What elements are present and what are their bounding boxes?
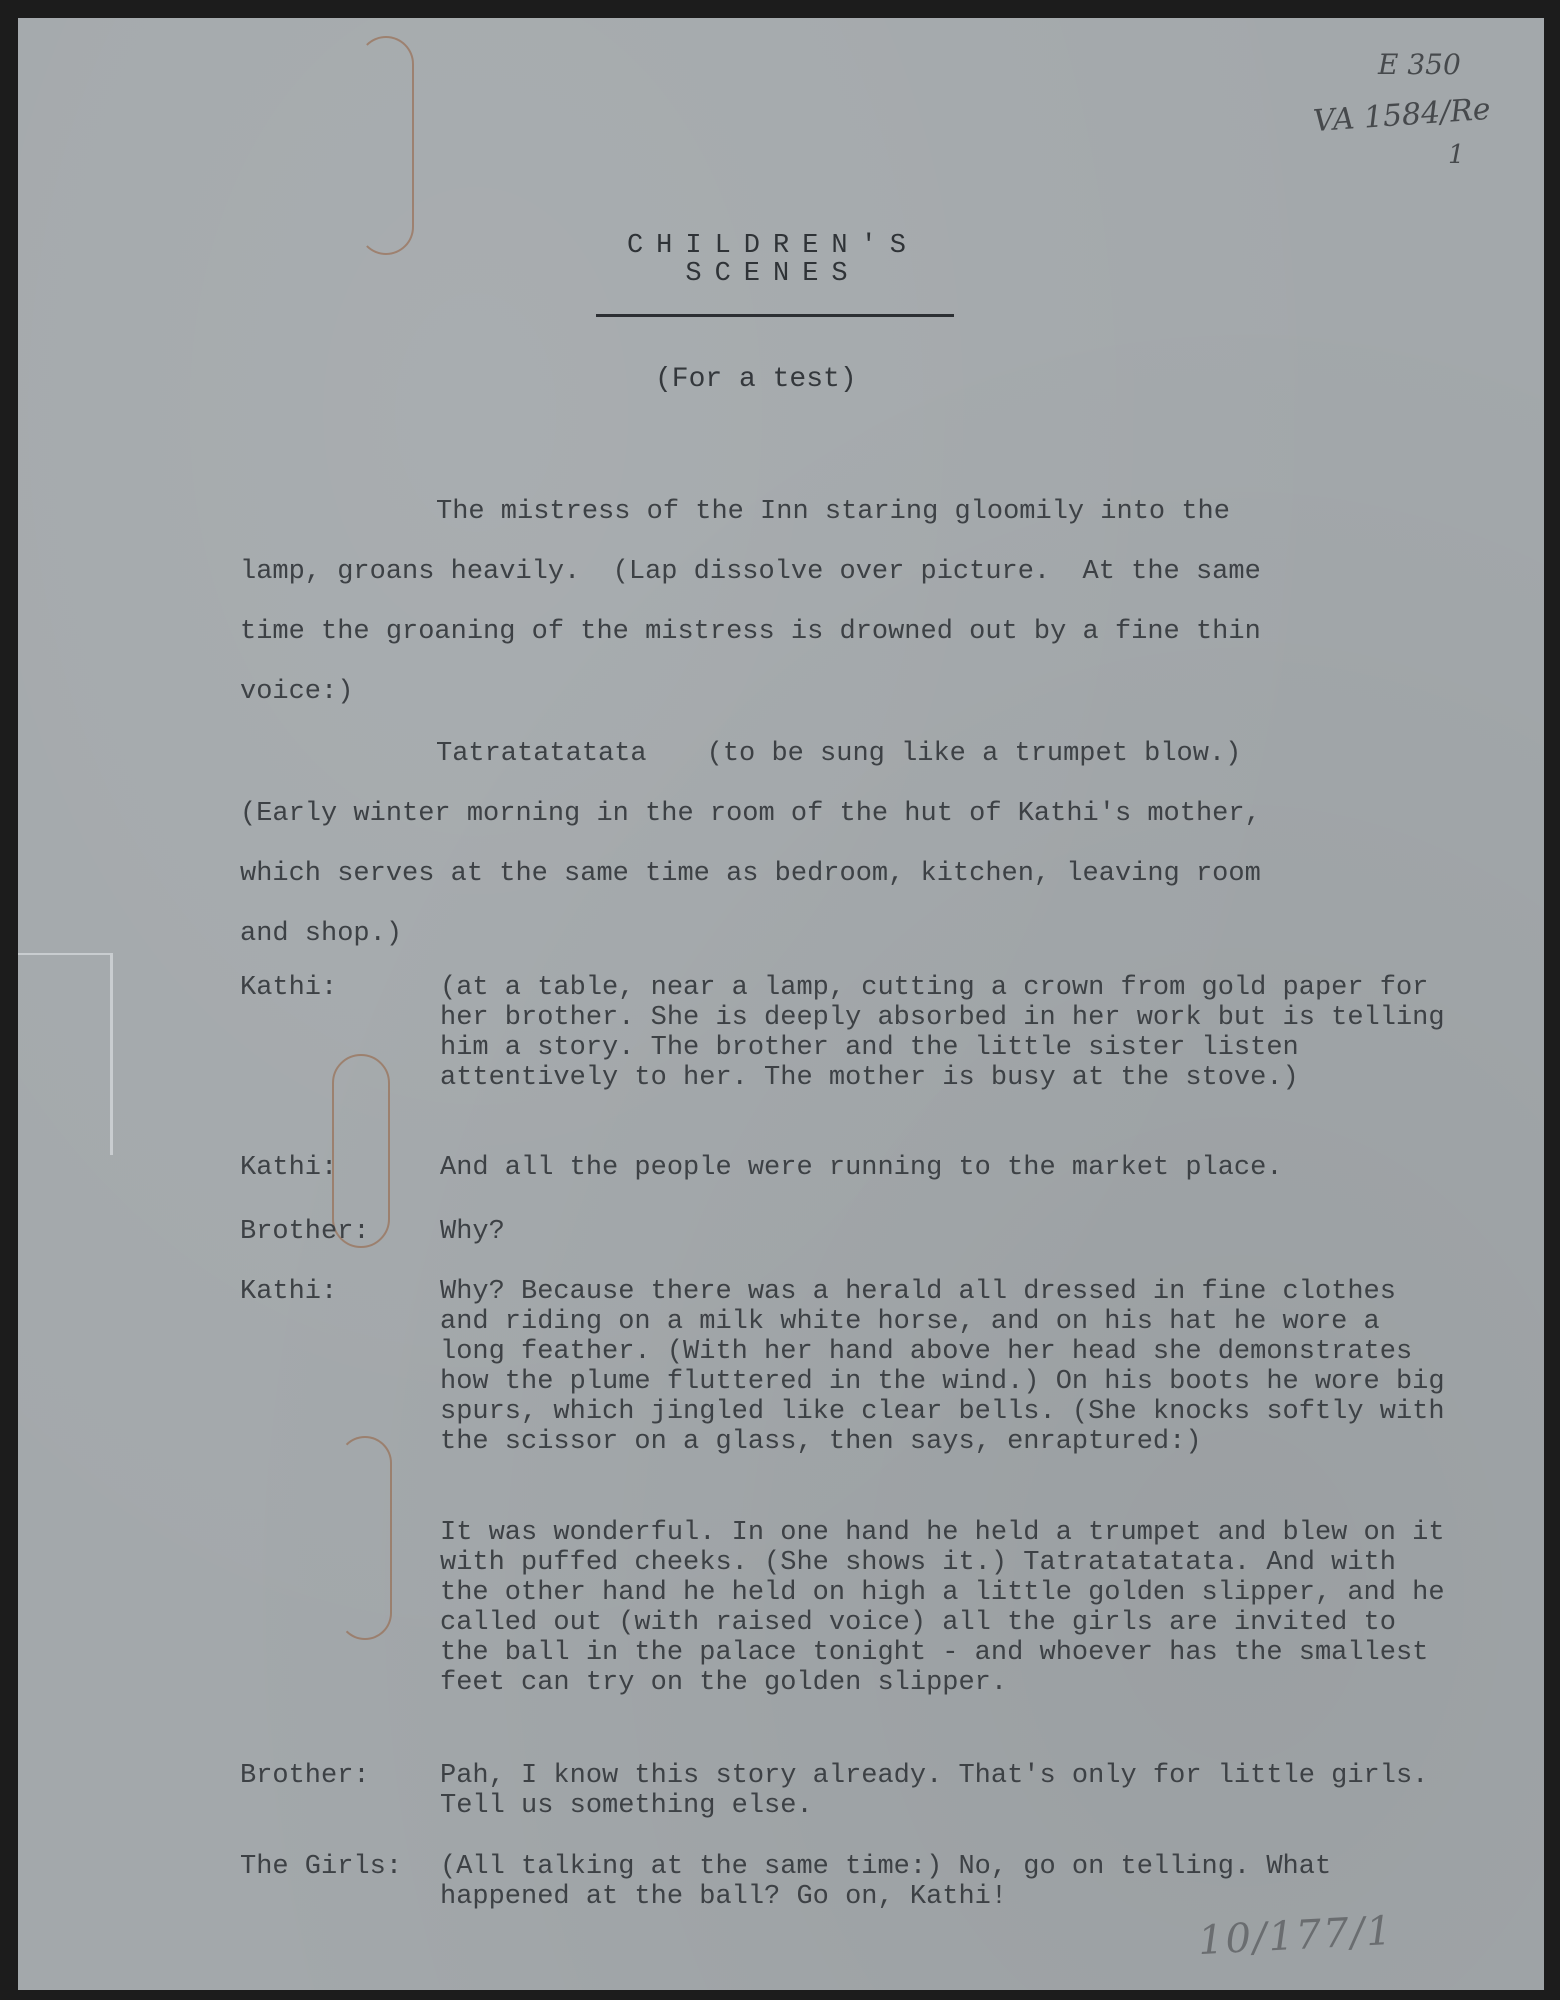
dialogue-text: It was wonderful. In one hand he held a trumpet and blew on it with puffed cheeks. (She shows it.) Tatratatatata. And with the other hand he held on high a little golden slipper, and he called out (with raised voice) all the girls are invited to the ball in the palace tonight - and whoever has the smallest feet can try on the golden slipper.	[440, 1518, 1445, 1698]
speaker-label: Kathi:	[240, 973, 338, 1003]
intro-continuation: lamp, groans heavily. (Lap dissolve over picture. At the same time the groaning of the mistress is drowned out by a fine thin voice:)	[240, 557, 1261, 707]
dialogue-text: (at a table, near a lamp, cutting a crown from gold paper for her brother. She is deeply absorbed in her work but is telling him a story. The brother and the little sister listen attentively to her. The mother is busy at the stove.)	[440, 973, 1445, 1093]
song-direction: (to be sung like a trumpet blow.)	[706, 739, 1242, 769]
dialogue-text: Why? Because there was a herald all dressed in fine clothes and riding on a milk white horse, and on his hat he wore a long feather. (With her hand above her head she demonstrates how the plume fluttered in the wind.) On his boots he wore big spurs, which jingled like clear bells. (She knocks softly with the scissor on a glass, then says, enraptured:)	[440, 1277, 1445, 1457]
dialogue-text: And all the people were running to the market place.	[440, 1153, 1283, 1183]
scene-setting: (Early winter morning in the room of the hut of Kathi's mother, which serves at the same time as bedroom, kitchen, leaving room and shop.)	[240, 799, 1261, 949]
speaker-label: The Girls:	[240, 1852, 403, 1882]
speaker-label: Kathi:	[240, 1153, 338, 1183]
intro-first-line: The mistress of the Inn staring gloomily into the	[436, 497, 1230, 527]
document-title	[558, 232, 988, 288]
folio-number: 10/177/1	[1196, 1907, 1395, 1965]
dialogue-text: (All talking at the same time:) No, go on telling. What happened at the ball? Go on, Kathi!	[440, 1852, 1332, 1912]
paperclip-rust-mark	[358, 36, 414, 255]
speaker-label: Brother:	[240, 1761, 370, 1791]
dialogue-text: Pah, I know this story already. That's only for little girls. Tell us something else.	[440, 1761, 1429, 1821]
archive-subnumber: 1	[1448, 140, 1465, 170]
dialogue-text: Why?	[440, 1217, 505, 1247]
document-subtitle: (For a test)	[655, 364, 857, 395]
title-line-1: CHILDREN'S	[626, 231, 920, 261]
speaker-label: Brother:	[240, 1217, 370, 1247]
song-paragraph	[240, 724, 1430, 964]
speaker-label: Kathi:	[240, 1277, 338, 1307]
title-underline	[596, 314, 954, 317]
typewritten-page	[18, 18, 1544, 1990]
paper-fold-mark	[18, 953, 113, 1155]
paperclip-rust-mark	[338, 1436, 392, 1640]
title-line-2: SCENES	[685, 259, 861, 289]
archive-reference: VA 1584/Re	[1311, 91, 1492, 140]
intro-paragraph	[240, 482, 1430, 722]
archive-code: E 350	[1378, 48, 1461, 81]
song-word: Tatratatatata	[436, 739, 647, 769]
